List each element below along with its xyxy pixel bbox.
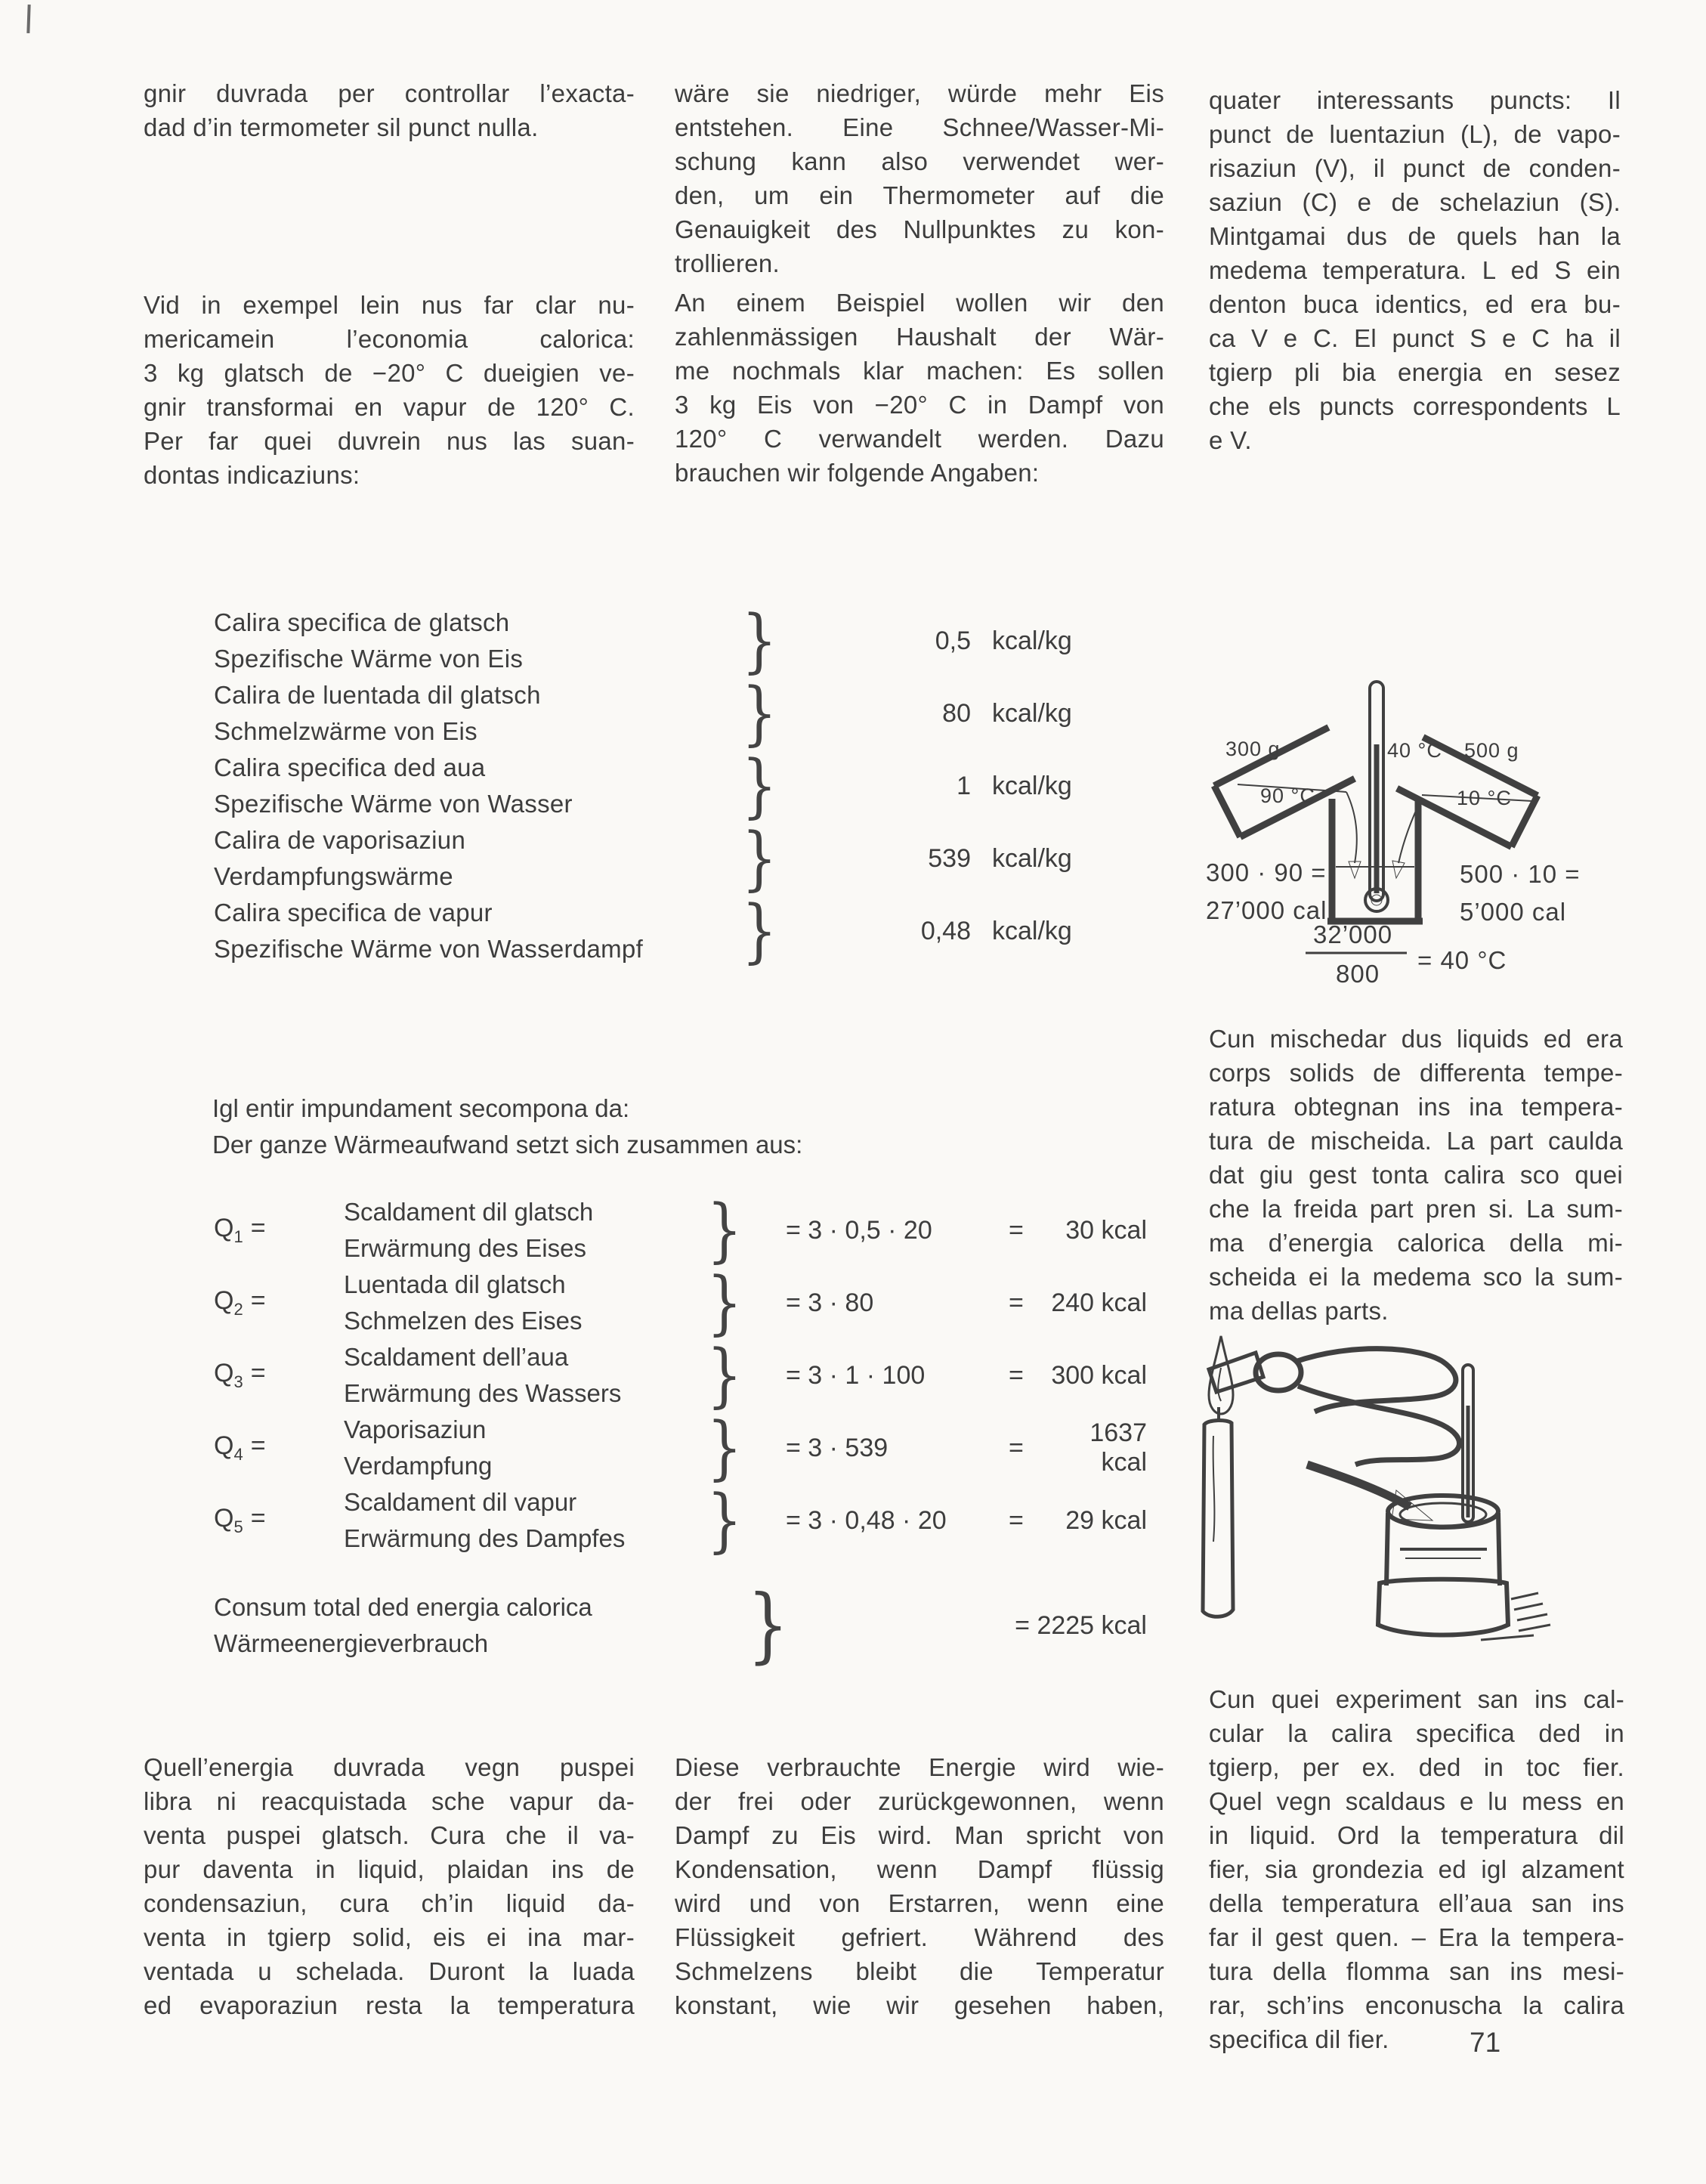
text-line: Kondensation, wenn Dampf flüssig [675,1855,1164,1883]
q-symbol: $Q_1$ = [214,1214,266,1246]
text-line: trollieren. [675,249,780,277]
text-line: entstehen. Eine Schnee/Wasser-Mi- [675,113,1164,141]
thermometer-temp-label: 40 °C [1387,739,1442,762]
text-line: gnir duvrada per controllar l’exacta- [144,79,635,107]
text-line: punct de luentaziun (L), de vapo- [1209,120,1621,148]
heat-unit: kcal/kg [992,916,1072,945]
text-line: ed evaporaziun resta la temperatura [144,1991,635,2019]
brace-icon: } [706,1407,743,1488]
text-line: che els puncts correspondents L [1209,392,1621,420]
column2-paragraph1 [675,76,1164,280]
q-label-romansh: Luentada dil glatsch [344,1270,566,1298]
total-label-romansh: Consum total ded energia calorica [214,1593,592,1621]
label-romansh: Calira de luentada dil glatsch [214,681,541,709]
text-line: dat giu gest tonta calira sco quei [1209,1161,1623,1189]
label-romansh: Calira specifica ded aua [214,753,486,781]
right-temp-label: 10 °C [1457,787,1512,809]
total-energy-row [214,1578,1147,1672]
equals-sign: = [1009,1288,1024,1317]
text-line: dontas indicaziuns: [144,461,360,489]
heat-value: 0,5 [935,626,971,655]
q-symbol: $Q_3$ = [214,1359,266,1391]
text-line: 3 kg Eis von −20° C in Dampf von [675,391,1164,419]
table-row [214,673,1107,753]
fraction-denominator: 800 [1336,960,1380,988]
column3-paragraph1 [1209,83,1621,457]
heat-unit: kcal/kg [992,626,1072,655]
equals-sign: = [1009,1360,1024,1390]
text-line: rar, sch’ins enconuscha la calira [1209,1991,1624,2019]
equation-row [214,1407,1147,1488]
q-label-romansh: Vaporisaziun [344,1415,487,1443]
text-line: tura de mischeida. La part caulda [1209,1127,1623,1155]
sum-intro-romansh: Igl entir impundament secompona da: [212,1094,630,1122]
label-romansh: Calira specifica de vapur [214,899,493,926]
q-symbol: $Q_2$ = [214,1286,266,1319]
label-german: Schmelzwärme von Eis [214,717,477,745]
q-result: 1637 kcal [1089,1418,1147,1477]
text-line: specifica dil fier. [1209,2025,1389,2053]
text-line: Cun quei experiment san ins cal- [1209,1685,1624,1713]
left-temp-label: 90 °C [1260,784,1315,807]
text-line: wird und von Erstarren, wenn eine [675,1889,1164,1917]
brace-icon: } [741,600,777,681]
tongs [1209,1349,1460,1465]
thermometer [1365,682,1388,911]
text-line: Flüssigkeit gefriert. Während des [675,1923,1164,1951]
text-line: ca V e C. El punct S e C ha il [1209,324,1621,352]
q-expression: = 3 · 0,5 · 20 [786,1215,932,1245]
q-label-romansh: Scaldament dil vapur [344,1488,577,1516]
total-label-german: Wärmeenergieverbrauch [214,1629,489,1657]
text-line: konstant, wie wir gesehen haben, [675,1991,1164,2019]
column1-paragraph1 [144,76,635,144]
table-row [214,890,1107,971]
text-line: tgierp pli bia energia en sesez [1209,358,1621,386]
text-line: me nochmals klar machen: Es sollen [675,357,1164,385]
label-german: Spezifische Wärme von Wasser [214,790,573,818]
text-line: Quell’energia duvrada vegn puspei [144,1753,635,1781]
q-expression: = 3 · 80 [786,1288,874,1317]
text-line: che la freida part pren si. La sum- [1209,1195,1623,1223]
text-line: der frei oder zurückgewonnen, wenn [675,1787,1164,1815]
text-line: 120° C verwandelt werden. Dazu [675,425,1164,453]
sum-intro-german: Der ganze Wärmeaufwand setzt sich zusammen aus: [212,1131,803,1159]
q-result: 29 kcal [1065,1505,1147,1535]
text-line: condensaziun, cura ch’in liquid da- [144,1889,635,1917]
margin-tick-mark [26,5,30,33]
left-pour-arrowhead [1349,862,1361,878]
left-calc-line1: 300 · 90 = [1206,858,1327,886]
pour-arrow [1307,1465,1432,1520]
label-romansh: Calira de vaporisaziun [214,826,466,854]
text-line: venta puspei glatsch. Cura che il va- [144,1821,635,1849]
right-column-experiment-paragraph [1209,1682,1624,2056]
text-line: quater interessants puncts: Il [1209,86,1621,114]
left-mass-label: 300 g [1225,738,1281,760]
q-result: 30 kcal [1065,1215,1147,1245]
label-german: Spezifische Wärme von Wasserdampf [214,935,644,963]
fraction-numerator: 32’000 [1313,920,1393,948]
equation-row [214,1480,1147,1561]
mixing-diagram [1194,673,1692,990]
text-line: dad d’in termometer sil punct nulla. [144,113,539,141]
text-line: ma dellas parts. [1209,1297,1389,1325]
text-line: An einem Beispiel wollen wir den [675,289,1164,317]
mixing-fraction [1306,920,1507,988]
table-row [214,818,1107,899]
q-symbol: $Q_4$ = [214,1431,266,1464]
label-german: Verdampfungswärme [214,862,453,890]
candle [1203,1407,1233,1616]
text-line: libra ni reacquistada sche vapur da- [144,1787,635,1815]
text-line: ratura obtegnan ins ina tempera- [1209,1093,1623,1121]
text-line: den, um ein Thermometer auf die [675,181,1164,209]
heat-balance-equations [214,1189,1147,1561]
equals-sign: = [1009,1505,1024,1535]
text-line: Quel vegn scaldaus e lu mess en [1209,1787,1624,1815]
heat-value: 0,48 [920,916,971,945]
text-line: venta in tgierp solid, eis ei ina mar- [144,1923,635,1951]
table-row [214,600,1107,681]
label-german: Spezifische Wärme von Eis [214,645,524,673]
text-line: mericamein l’economia calorica: [144,325,635,353]
equals-sign: = [1009,1433,1024,1462]
text-line: 3 kg glatsch de −20° C dueigien ve- [144,359,635,387]
text-line: Genauigkeit des Nullpunktes zu kon- [675,215,1164,243]
left-pour-arrow [1346,792,1357,863]
left-calc-line2: 27’000 cal [1206,896,1327,924]
right-pour-arrowhead [1392,861,1405,878]
brace-icon: } [741,818,777,899]
text-line: zahlenmässigen Haushalt der Wär- [675,323,1164,351]
q-label-romansh: Scaldament dil glatsch [344,1198,594,1226]
brace-icon: } [741,673,777,753]
text-line: medema temperatura. L ed S ein [1209,256,1621,284]
text-line: Diese verbrauchte Energie wird wie- [675,1753,1164,1781]
equation-row [214,1262,1147,1343]
text-line: tura della flomma san ins mesi- [1209,1957,1624,1985]
heat-value: 80 [942,698,971,728]
text-line: tgierp, per ex. ded in toc fier. [1209,1753,1624,1781]
right-column-mixing-paragraph [1209,1022,1623,1328]
right-calc-line1: 500 · 10 = [1460,860,1581,888]
q-expression: = 3 · 0,48 · 20 [786,1505,947,1535]
brace-icon: } [706,1262,743,1343]
right-mass-label: 500 g [1464,739,1519,762]
total-result: = 2225 kcal [1015,1610,1147,1640]
brace-icon: } [741,890,777,971]
heat-unit: kcal/kg [992,771,1072,800]
text-line: schung kann also verwendet wer- [675,147,1164,175]
q-result: 300 kcal [1051,1360,1147,1390]
bottom-column2-paragraph [675,1750,1164,2022]
q-label-german: Verdampfung [344,1452,493,1480]
label-romansh: Calira specifica de glatsch [214,608,510,636]
heat-value: 1 [957,771,971,800]
q-label-german: Erwärmung des Dampfes [344,1524,626,1552]
text-line: scheida ei la medema sco la sum- [1209,1263,1623,1291]
text-line: e V. [1209,426,1252,454]
text-line: Mintgamai dus de quels han la [1209,222,1621,250]
shading-hatches [1481,1593,1550,1640]
q-expression: = 3 · 539 [786,1433,889,1462]
text-line: pur daventa in liquid, plaidan ins de [144,1855,635,1883]
q-label-romansh: Scaldament dell’aua [344,1343,569,1371]
q-label-german: Erwärmung des Eises [344,1234,586,1262]
table-row [214,745,1107,826]
fraction-result: = 40 °C [1417,946,1507,974]
q-symbol: $Q_5$ = [214,1504,266,1536]
text-line: denton buca identics, ed era bu- [1209,290,1621,318]
brace-icon: } [706,1480,743,1561]
text-line: in liquid. Ord la temperatura dil [1209,1821,1624,1849]
text-line: Schmelzens bleibt die Temperatur [675,1957,1164,1985]
heat-unit: kcal/kg [992,843,1072,873]
flame-core [1218,1368,1221,1401]
q-expression: = 3 · 1 · 100 [786,1360,926,1390]
text-line: far il gest quen. – Era la tempera- [1209,1923,1624,1951]
text-line: Cun mischedar dus liquids ed era [1209,1025,1623,1053]
text-line: fier, sia grondezia ed igl alzament [1209,1855,1624,1883]
q-result: 240 kcal [1051,1288,1147,1317]
text-line: risaziun (V), il punct de conden- [1209,154,1621,182]
calorimeter-vessel [1378,1496,1508,1635]
brace-icon: } [706,1189,743,1270]
text-line: cular la calira specifica ded in [1209,1719,1624,1747]
heat-constants-table [214,600,1107,971]
column1-paragraph2 [144,288,635,492]
bottom-column1-paragraph [144,1750,635,2022]
right-calc-line2: 5’000 cal [1460,898,1567,926]
page-number: 71 [1470,2027,1501,2058]
text-line: corps solids de differenta tempe- [1209,1059,1623,1087]
text-line: Per far quei duvrein nus las suan- [144,427,635,455]
text-line: gnir transformai en vapur de 120° C. [144,393,635,421]
sum-intro [212,1090,802,1163]
experiment-illustration [1194,1322,1692,1663]
q-label-german: Schmelzen des Eises [344,1307,583,1335]
text-line: della temperatura ell’aua san ins [1209,1889,1624,1917]
equals-sign: = [1009,1215,1024,1245]
q-label-german: Erwärmung des Wassers [344,1379,622,1407]
equation-row [214,1189,1147,1270]
brace-icon: } [747,1578,789,1672]
heat-unit: kcal/kg [992,698,1072,728]
text-line: wäre sie niedriger, würde mehr Eis [675,79,1164,107]
text-line: saziun (C) e de schelaziun (S). [1209,188,1621,216]
text-line: Dampf zu Eis wird. Man spricht von [675,1821,1164,1849]
text-line: ma d’energia calorica della mi- [1209,1229,1623,1257]
equation-row [214,1335,1147,1415]
heat-value: 539 [928,843,971,873]
text-line: brauchen wir folgende Angaben: [675,459,1040,487]
brace-icon: } [741,745,777,826]
text-line: Vid in exempel lein nus far clar nu- [144,291,635,319]
brace-icon: } [706,1335,743,1415]
text-line: ventada u schelada. Duront la luada [144,1957,635,1985]
column2-paragraph2 [675,286,1164,490]
